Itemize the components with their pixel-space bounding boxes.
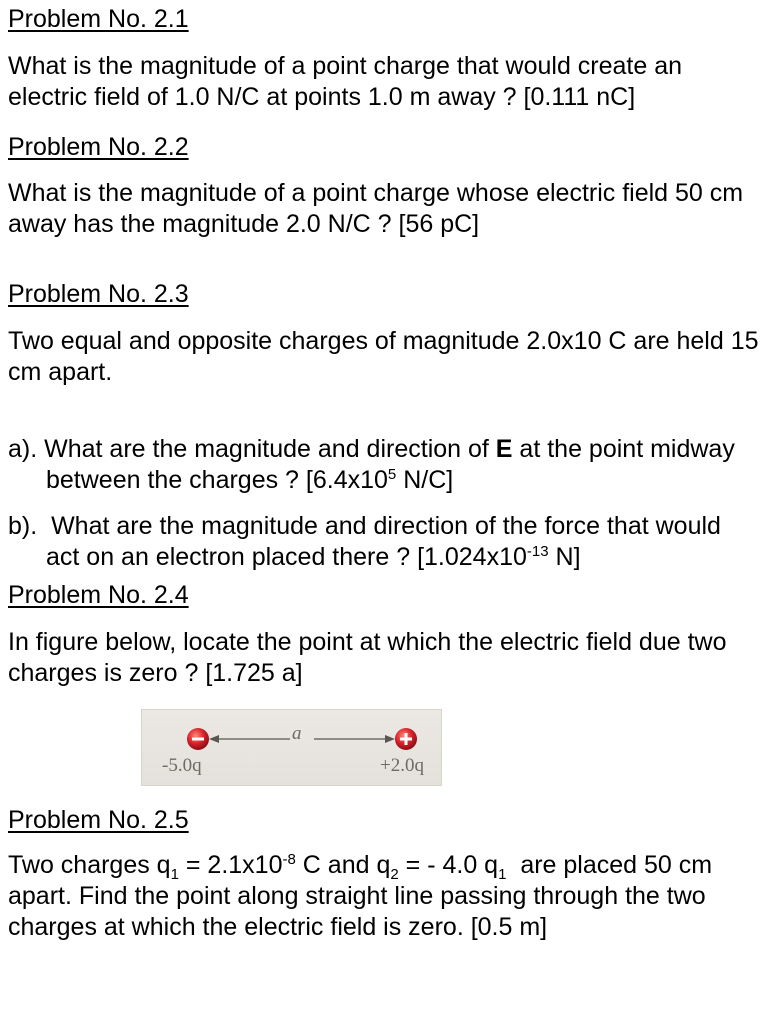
arrowhead-right bbox=[385, 735, 395, 743]
problem-2-3-part-a bbox=[8, 434, 760, 496]
part-a-label: a). bbox=[8, 435, 38, 463]
minus-sign-icon bbox=[192, 738, 204, 741]
q1-subscript: 1 bbox=[170, 866, 179, 883]
problem-2-5-heading: Problem No. 2.5 bbox=[8, 806, 189, 834]
part-b-exponent: -13 bbox=[526, 543, 549, 560]
p25-text-4: = - 4.0 q bbox=[398, 851, 499, 879]
part-a-text-2: at the point midway between the charges ? [6.4x10 bbox=[46, 435, 735, 494]
plus-sign-icon bbox=[405, 733, 408, 745]
p25-text-2: = 2.1x10 bbox=[178, 851, 283, 879]
problem-2-2-heading: Problem No. 2.2 bbox=[8, 133, 189, 161]
p25-text-5: are placed 50 cm apart. Find the point along straight line passing through the two charges at which the electric field is zero. [0.5 m] bbox=[8, 851, 720, 941]
arrowhead-left bbox=[209, 735, 219, 743]
p25-text-1: Two charges q bbox=[8, 851, 171, 879]
problem-2-4-text: In figure below, locate the point at which the electric field due two charges is zero ? [1.725 a] bbox=[8, 628, 727, 687]
part-a-text: What are the magnitude and direction of bbox=[37, 435, 496, 463]
problem-2-2-text: What is the magnitude of a point charge whose electric field 50 cm away has the magnitude 2.0 N/C ? [56 pC] bbox=[8, 179, 744, 238]
two-charge-figure bbox=[141, 709, 442, 786]
problem-2-3-heading: Problem No. 2.3 bbox=[8, 280, 189, 308]
part-a-bold-e: E bbox=[495, 435, 513, 463]
part-b-text: What are the magnitude and direction of the force that would act on an electron placed there ? [1.024x10 bbox=[37, 512, 728, 571]
problem-2-5-text bbox=[8, 850, 760, 943]
part-b-label: b). bbox=[8, 512, 38, 540]
problem-2-1-heading: Problem No. 2.1 bbox=[8, 5, 189, 33]
right-charge-label: +2.0q bbox=[380, 755, 424, 776]
p25-text-3: C and q bbox=[295, 851, 391, 879]
q2-subscript: 2 bbox=[390, 866, 399, 883]
part-b-unit: N] bbox=[548, 543, 581, 571]
part-a-unit: N/C] bbox=[396, 466, 454, 494]
q1-subscript-2: 1 bbox=[498, 866, 507, 883]
left-charge-label: -5.0q bbox=[162, 755, 202, 776]
problem-2-1-text: What is the magnitude of a point charge that would create an electric field of 1.0 N/C at points 1.0 m away ? [0.111 nC] bbox=[8, 52, 683, 111]
problem-2-3-text: Two equal and opposite charges of magnitude 2.0x10 C are held 15 cm apart. bbox=[8, 327, 759, 386]
part-a-exponent: 5 bbox=[387, 466, 397, 483]
problem-2-3-part-b bbox=[8, 511, 760, 573]
problem-2-4-heading: Problem No. 2.4 bbox=[8, 581, 189, 609]
separation-label: a bbox=[292, 723, 302, 744]
p25-exponent: -8 bbox=[282, 851, 296, 868]
